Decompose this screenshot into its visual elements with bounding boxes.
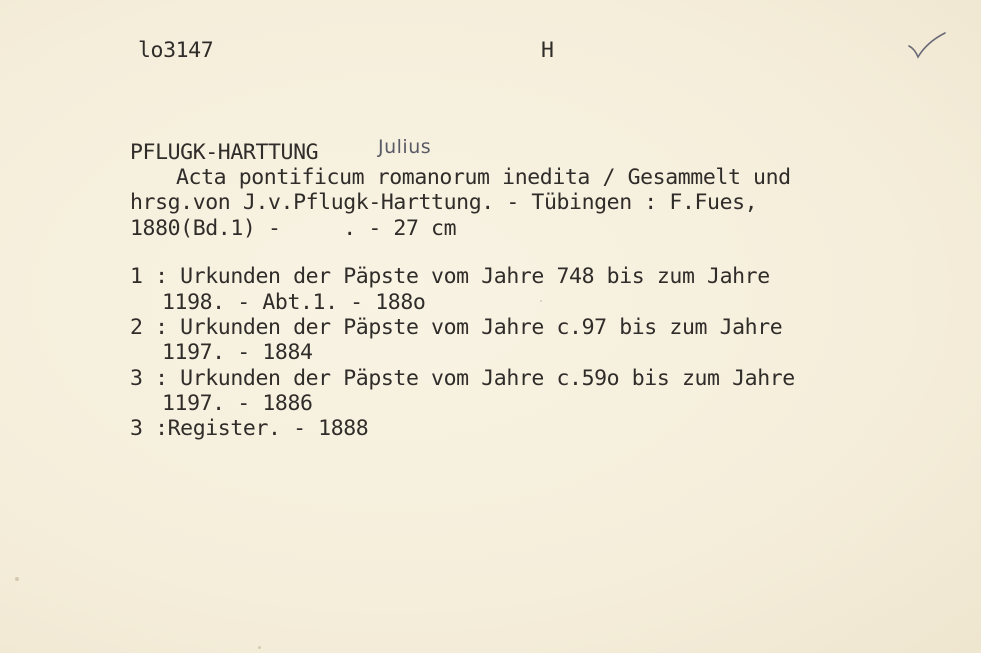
checkmark-icon (905, 30, 949, 64)
volume-1-line-2: 1198. - Abt.1. - 188o (162, 290, 426, 315)
volume-1-line-1: 1 : Urkunden der Päpste vom Jahre 748 bis zum Jahre (130, 264, 770, 289)
volume-2-line-2: 1197. - 1884 (162, 340, 313, 365)
title-line-1: Acta pontificum romanorum inedita / Gesammelt und (176, 165, 791, 190)
volume-2-line-1: 2 : Urkunden der Päpste vom Jahre c.97 bis zum Jahre (130, 315, 783, 340)
volume-register-line: 3 :Register. - 1888 (130, 416, 369, 441)
filing-letter: H (541, 38, 554, 63)
author-forename: Julius (378, 136, 432, 158)
paper-speck (15, 577, 19, 581)
paper-speck (258, 646, 261, 649)
title-line-3: 1880(Bd.1) - . - 27 cm (130, 216, 457, 241)
paper-speck (540, 300, 542, 302)
volume-3-line-1: 3 : Urkunden der Päpste vom Jahre c.59o bis zum Jahre (130, 366, 795, 391)
title-line-2: hrsg.von J.v.Pflugk-Harttung. - Tübingen : F.Fues, (130, 190, 758, 215)
call-number: lo3147 (138, 38, 214, 63)
author-surname: PFLUGK-HARTTUNG (130, 140, 319, 165)
volume-3-line-2: 1197. - 1886 (162, 391, 313, 416)
